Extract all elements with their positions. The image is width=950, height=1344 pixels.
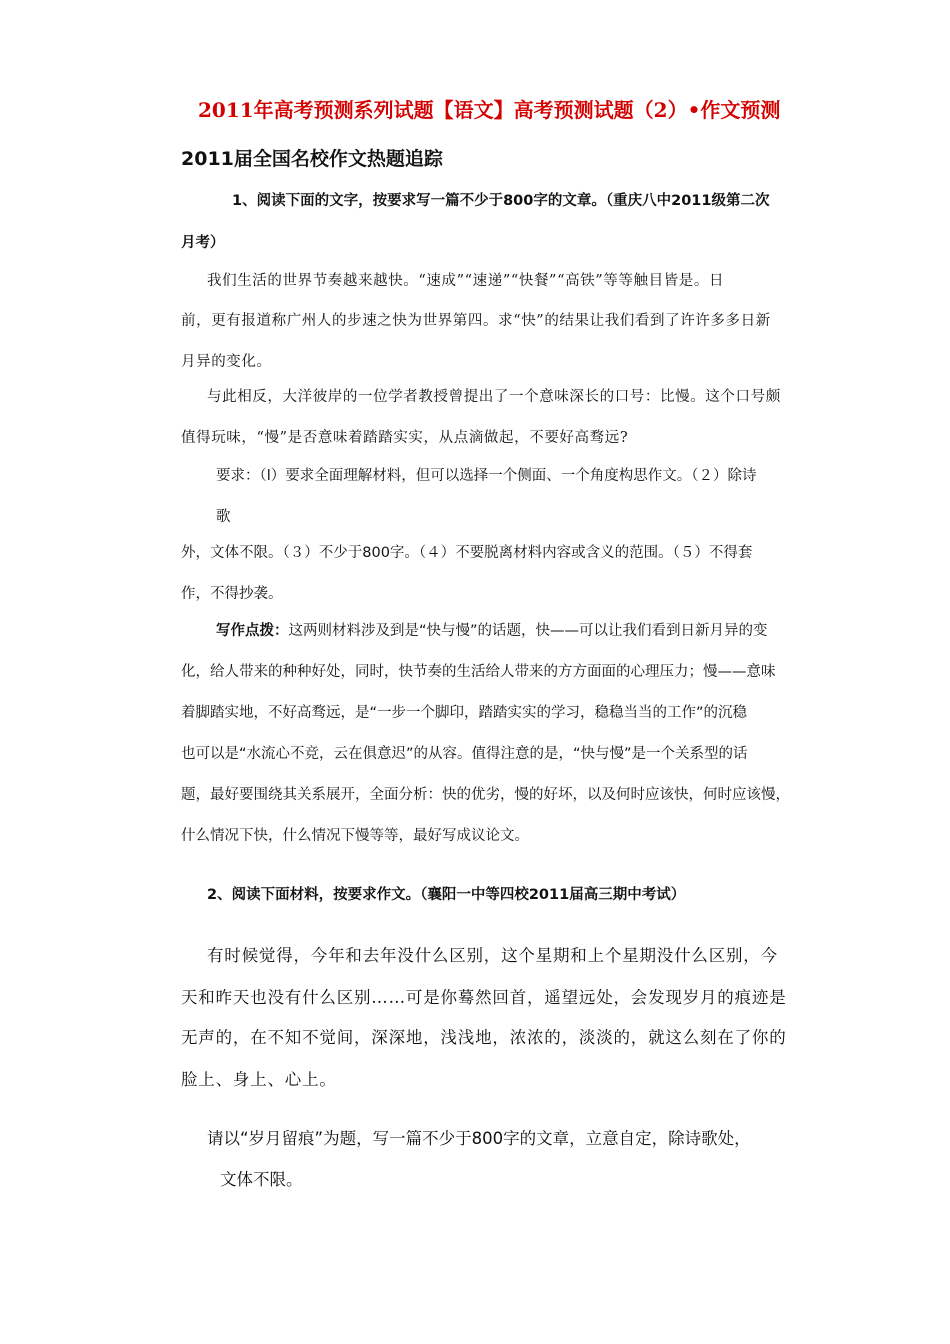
- q2-prompt-line: 请以“岁月留痕”为题，写一篇不少于800字的文章，立意自定，除诗歌处，: [207, 1129, 751, 1148]
- q2-material-line: 无声的，在不知不觉间，深深地，浅浅地，浓浓的，淡淡的，就这么刻在了你的: [181, 1028, 787, 1047]
- document-title: 2011年高考预测系列试题【语文】高考预测试题（2）•作文预测: [198, 98, 781, 122]
- q1-material-line: 我们生活的世界节奏越来越快。“速成”“速递”“快餐”“高铁”等等触目皆是。日: [207, 273, 725, 289]
- q1-requirements-line: 作，不得抄袭。: [181, 586, 283, 602]
- q1-material-line: 与此相反，大洋彼岸的一位学者教授曾提出了一个意味深长的口号：比慢。这个口号颇: [207, 389, 781, 405]
- q2-heading: 2、阅读下面材料，按要求作文。（襄阳一中等四校2011届高三期中考试）: [207, 887, 686, 903]
- q2-material-line: 天和昨天也没有什么区别……可是你蓦然回首，遥望远处，会发现岁月的痕迹是: [181, 988, 787, 1007]
- q1-tip-line: 也可以是“水流心不竞，云在俱意迟”的从容。值得注意的是，“快与慢”是一个关系型的话: [181, 746, 748, 762]
- q2-material-line: 有时候觉得，今年和去年没什么区别，这个星期和上个星期没什么区别，今: [207, 946, 778, 965]
- q1-tip-line-1: [216, 624, 768, 639]
- q1-requirements-line: 歌: [216, 509, 231, 525]
- q1-tip-line: 什么情况下快，什么情况下慢等等，最好写成议论文。: [181, 828, 529, 844]
- q2-material-line: 脸上、身上、心上。: [181, 1070, 337, 1089]
- section-heading: 2011届全国名校作文热题追踪: [181, 148, 443, 170]
- tip-label: 写作点拨：: [216, 623, 289, 639]
- q1-heading-line-1: 1、阅读下面的文字，按要求写一篇不少于800字的文章。（重庆八中2011级第二次: [232, 193, 770, 209]
- q1-tip-line: 化，给人带来的种种好处，同时，快节奏的生活给人带来的方方面面的心理压力；慢——意味: [181, 664, 776, 680]
- q1-material-line: 月异的变化。: [181, 354, 272, 370]
- q1-tip-line: 着脚踏实地，不好高骛远，是“一步一个脚印，踏踏实实的学习，稳稳当当的工作”的沉稳: [181, 705, 748, 721]
- q1-material-line: 值得玩味，“慢”是否意味着踏踏实实，从点滴做起，不要好高骛远?: [181, 430, 629, 446]
- q1-heading-line-2: 月考）: [181, 235, 225, 251]
- tip-text: 这两则材料涉及到是“快与慢”的话题，快——可以让我们看到日新月异的变: [288, 623, 768, 639]
- q1-tip-line: 题，最好要围绕其关系展开，全面分析：快的优劣，慢的好坏，以及何时应该快，何时应该慢，: [181, 787, 790, 803]
- q1-requirements-line: 外，文体不限。（３）不少于800字。（４）不要脱离材料内容或含义的范围。（５）不得套: [181, 545, 753, 561]
- q1-requirements-line: 要求：（l）要求全面理解材料，但可以选择一个侧面、一个角度构思作文。（２）除诗: [216, 468, 757, 484]
- q2-prompt-line: 文体不限。: [220, 1170, 303, 1189]
- q1-material-line: 前，更有报道称广州人的步速之快为世界第四。求“快”的结果让我们看到了许许多多日新: [181, 313, 771, 329]
